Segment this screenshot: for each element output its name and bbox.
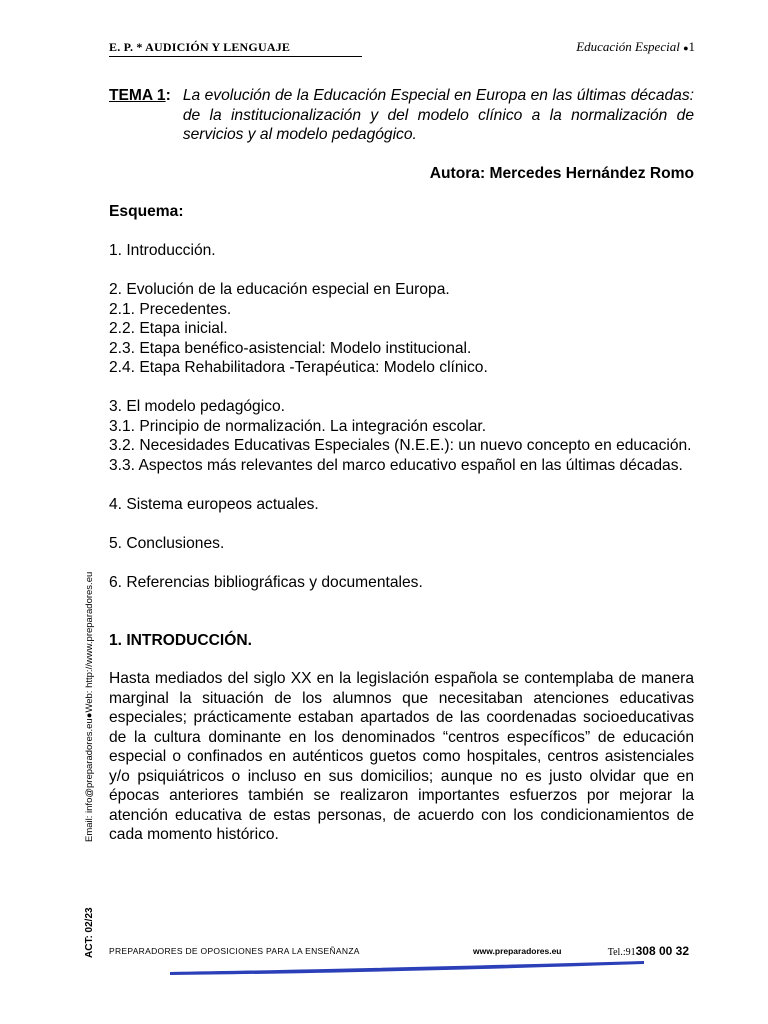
document-body bbox=[109, 86, 694, 860]
header-left: E. P. * AUDICIÓN Y LENGUAJE bbox=[109, 40, 362, 57]
esquema-item: 3.2. Necesidades Educativas Especiales (N.E.E.): un nuevo concepto en educación. bbox=[109, 437, 692, 454]
page-number: 1 bbox=[688, 39, 695, 54]
section-paragraph: Hasta mediados del siglo XX en la legislación española se contemplaba de manera marginal la situación de los alumnos que necesitaban atenciones educativas especiales; prácticamente estaban apartados de las coordenadas socioeducativas de la cultura dominante en los denominados “centros específicos” de educación especial o confinados en auténticos guetos como hospitales, centros asistenciales y/o psiquiátricos o incluso en sus domicilios; aunque no es justo olvidar que en épocas anteriores también se realizaron importantes esfuerzos por mejorar la atención educativa de estas personas, de acuerdo con los condicionamientos de cada momento histórico. bbox=[109, 670, 694, 843]
footer-org: PREPARADORES DE OPOSICIONES PARA LA ENSEÑANZA bbox=[109, 946, 360, 956]
tema-title: La evolución de la Educación Especial en Europa en las últimas décadas: de la institucionalización y del modelo clínico a la normalización de servicios y al modelo pedagógico. bbox=[182, 87, 694, 143]
esquema-item: 6. Referencias bibliográficas y documentales. bbox=[109, 573, 423, 591]
sidebar-contact: Email: info@preparadores.eu●Web: http://www.preparadores.eu bbox=[84, 571, 95, 842]
header-right bbox=[576, 39, 695, 55]
footer-tel bbox=[608, 944, 689, 958]
esquema-item: 2.2. Etapa inicial. bbox=[109, 320, 228, 337]
footer-web: www.preparadores.eu bbox=[473, 946, 562, 956]
esquema-item: 2.1. Precedentes. bbox=[109, 300, 232, 318]
page-bullet: ● bbox=[683, 43, 689, 53]
act-code: ACT: 02/23 bbox=[84, 907, 95, 958]
esquema-item: 2.4. Etapa Rehabilitadora -Terapéutica: Modelo clínico. bbox=[109, 359, 488, 376]
stroke-path bbox=[170, 961, 644, 975]
esquema-title: Esquema: bbox=[109, 203, 184, 220]
header-subject: Educación Especial bbox=[576, 39, 680, 54]
tema-label: TEMA 1 bbox=[109, 87, 166, 104]
esquema-item: 2.3. Etapa benéfico-asistencial: Modelo institucional. bbox=[109, 339, 472, 357]
esquema-item: 3.1. Principio de normalización. La integración escolar. bbox=[109, 417, 487, 435]
footer-tel-number: 308 00 32 bbox=[635, 944, 689, 958]
footer-tel-label: Tel.:91 bbox=[607, 947, 636, 958]
esquema-item: 1. Introducción. bbox=[109, 242, 216, 259]
decorative-stroke bbox=[168, 958, 648, 980]
section-heading: 1. INTRODUCCIÓN. bbox=[109, 631, 252, 649]
esquema-item: 3.3. Aspectos más relevantes del marco educativo español en las últimas décadas. bbox=[109, 456, 683, 474]
esquema-item: 4. Sistema europeos actuales. bbox=[109, 495, 319, 513]
tema-colon: : bbox=[165, 87, 171, 104]
esquema-item: 2. Evolución de la educación especial en Europa. bbox=[109, 281, 450, 298]
esquema-item: 5. Conclusiones. bbox=[109, 534, 225, 552]
esquema-item: 3. El modelo pedagógico. bbox=[109, 398, 285, 415]
tema-heading bbox=[109, 86, 694, 145]
author: Autora: Mercedes Hernández Romo bbox=[429, 164, 694, 182]
